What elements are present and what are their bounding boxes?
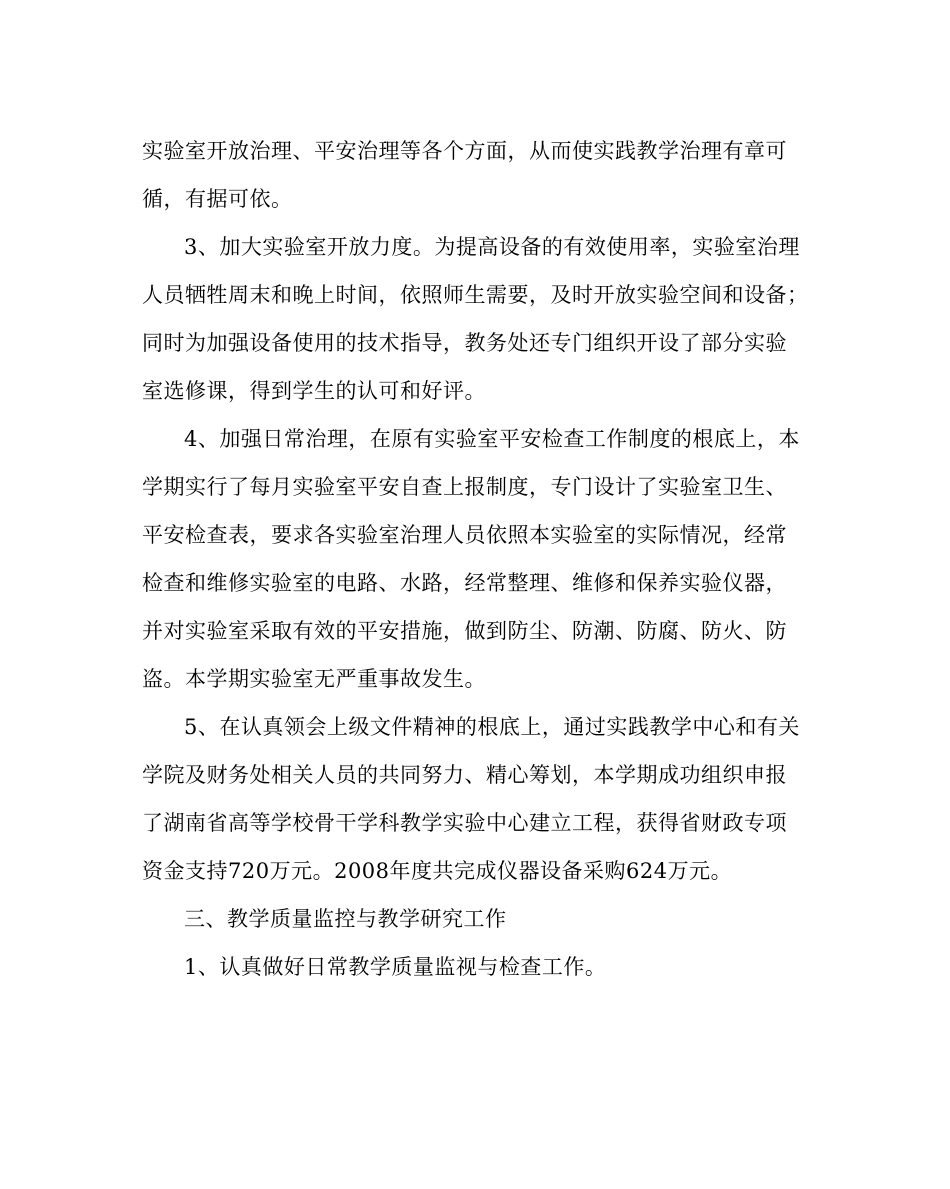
text-line: 并对实验室采取有效的平安措施，做到防尘、防潮、防腐、防火、防	[142, 619, 787, 643]
text-line: 实验室开放治理、平安治理等各个方面，从而使实践教学治理有章可	[142, 139, 787, 163]
document-body	[142, 127, 822, 991]
text-line: 室选修课，得到学生的认可和好评。	[142, 379, 486, 403]
paragraph-item-1	[142, 943, 822, 991]
text-line: 同时为加强设备使用的技术指导，教务处还专门组织开设了部分实验	[142, 331, 787, 355]
text-line: 1、认真做好日常教学质量监视与检查工作。	[184, 955, 607, 979]
text-line: 人员牺牲周末和晚上时间，依照师生需要，及时开放实验空间和设备；	[142, 283, 809, 307]
paragraph-continuation	[142, 127, 822, 223]
section-heading	[142, 895, 822, 943]
text-line: 循，有据可依。	[142, 187, 293, 211]
text-line: 5、在认真领会上级文件精神的根底上，通过实践教学中心和有关	[184, 715, 800, 739]
paragraph-item-4	[142, 415, 822, 703]
text-line: 学期实行了每月实验室平安自查上报制度，专门设计了实验室卫生、	[142, 475, 787, 499]
text-line: 资金支持720万元。2008年度共完成仪器设备采购624万元。	[142, 859, 733, 883]
text-line: 平安检查表，要求各实验室治理人员依照本实验室的实际情况，经常	[142, 523, 787, 547]
text-line: 学院及财务处相关人员的共同努力、精心筹划，本学期成功组织申报	[142, 763, 787, 787]
text-line: 检查和维修实验室的电路、水路，经常整理、维修和保养实验仪器，	[142, 571, 787, 595]
paragraph-item-5	[142, 703, 822, 895]
text-line: 4、加强日常治理，在原有实验室平安检查工作制度的根底上，本	[184, 427, 800, 451]
text-line: 3、加大实验室开放力度。为提高设备的有效使用率，实验室治理	[184, 235, 800, 259]
text-line: 三、教学质量监控与教学研究工作	[184, 907, 507, 931]
paragraph-item-3	[142, 223, 822, 415]
text-line: 了湖南省高等学校骨干学科教学实验中心建立工程，获得省财政专项	[142, 811, 787, 835]
text-line: 盗。本学期实验室无严重事故发生。	[142, 667, 486, 691]
